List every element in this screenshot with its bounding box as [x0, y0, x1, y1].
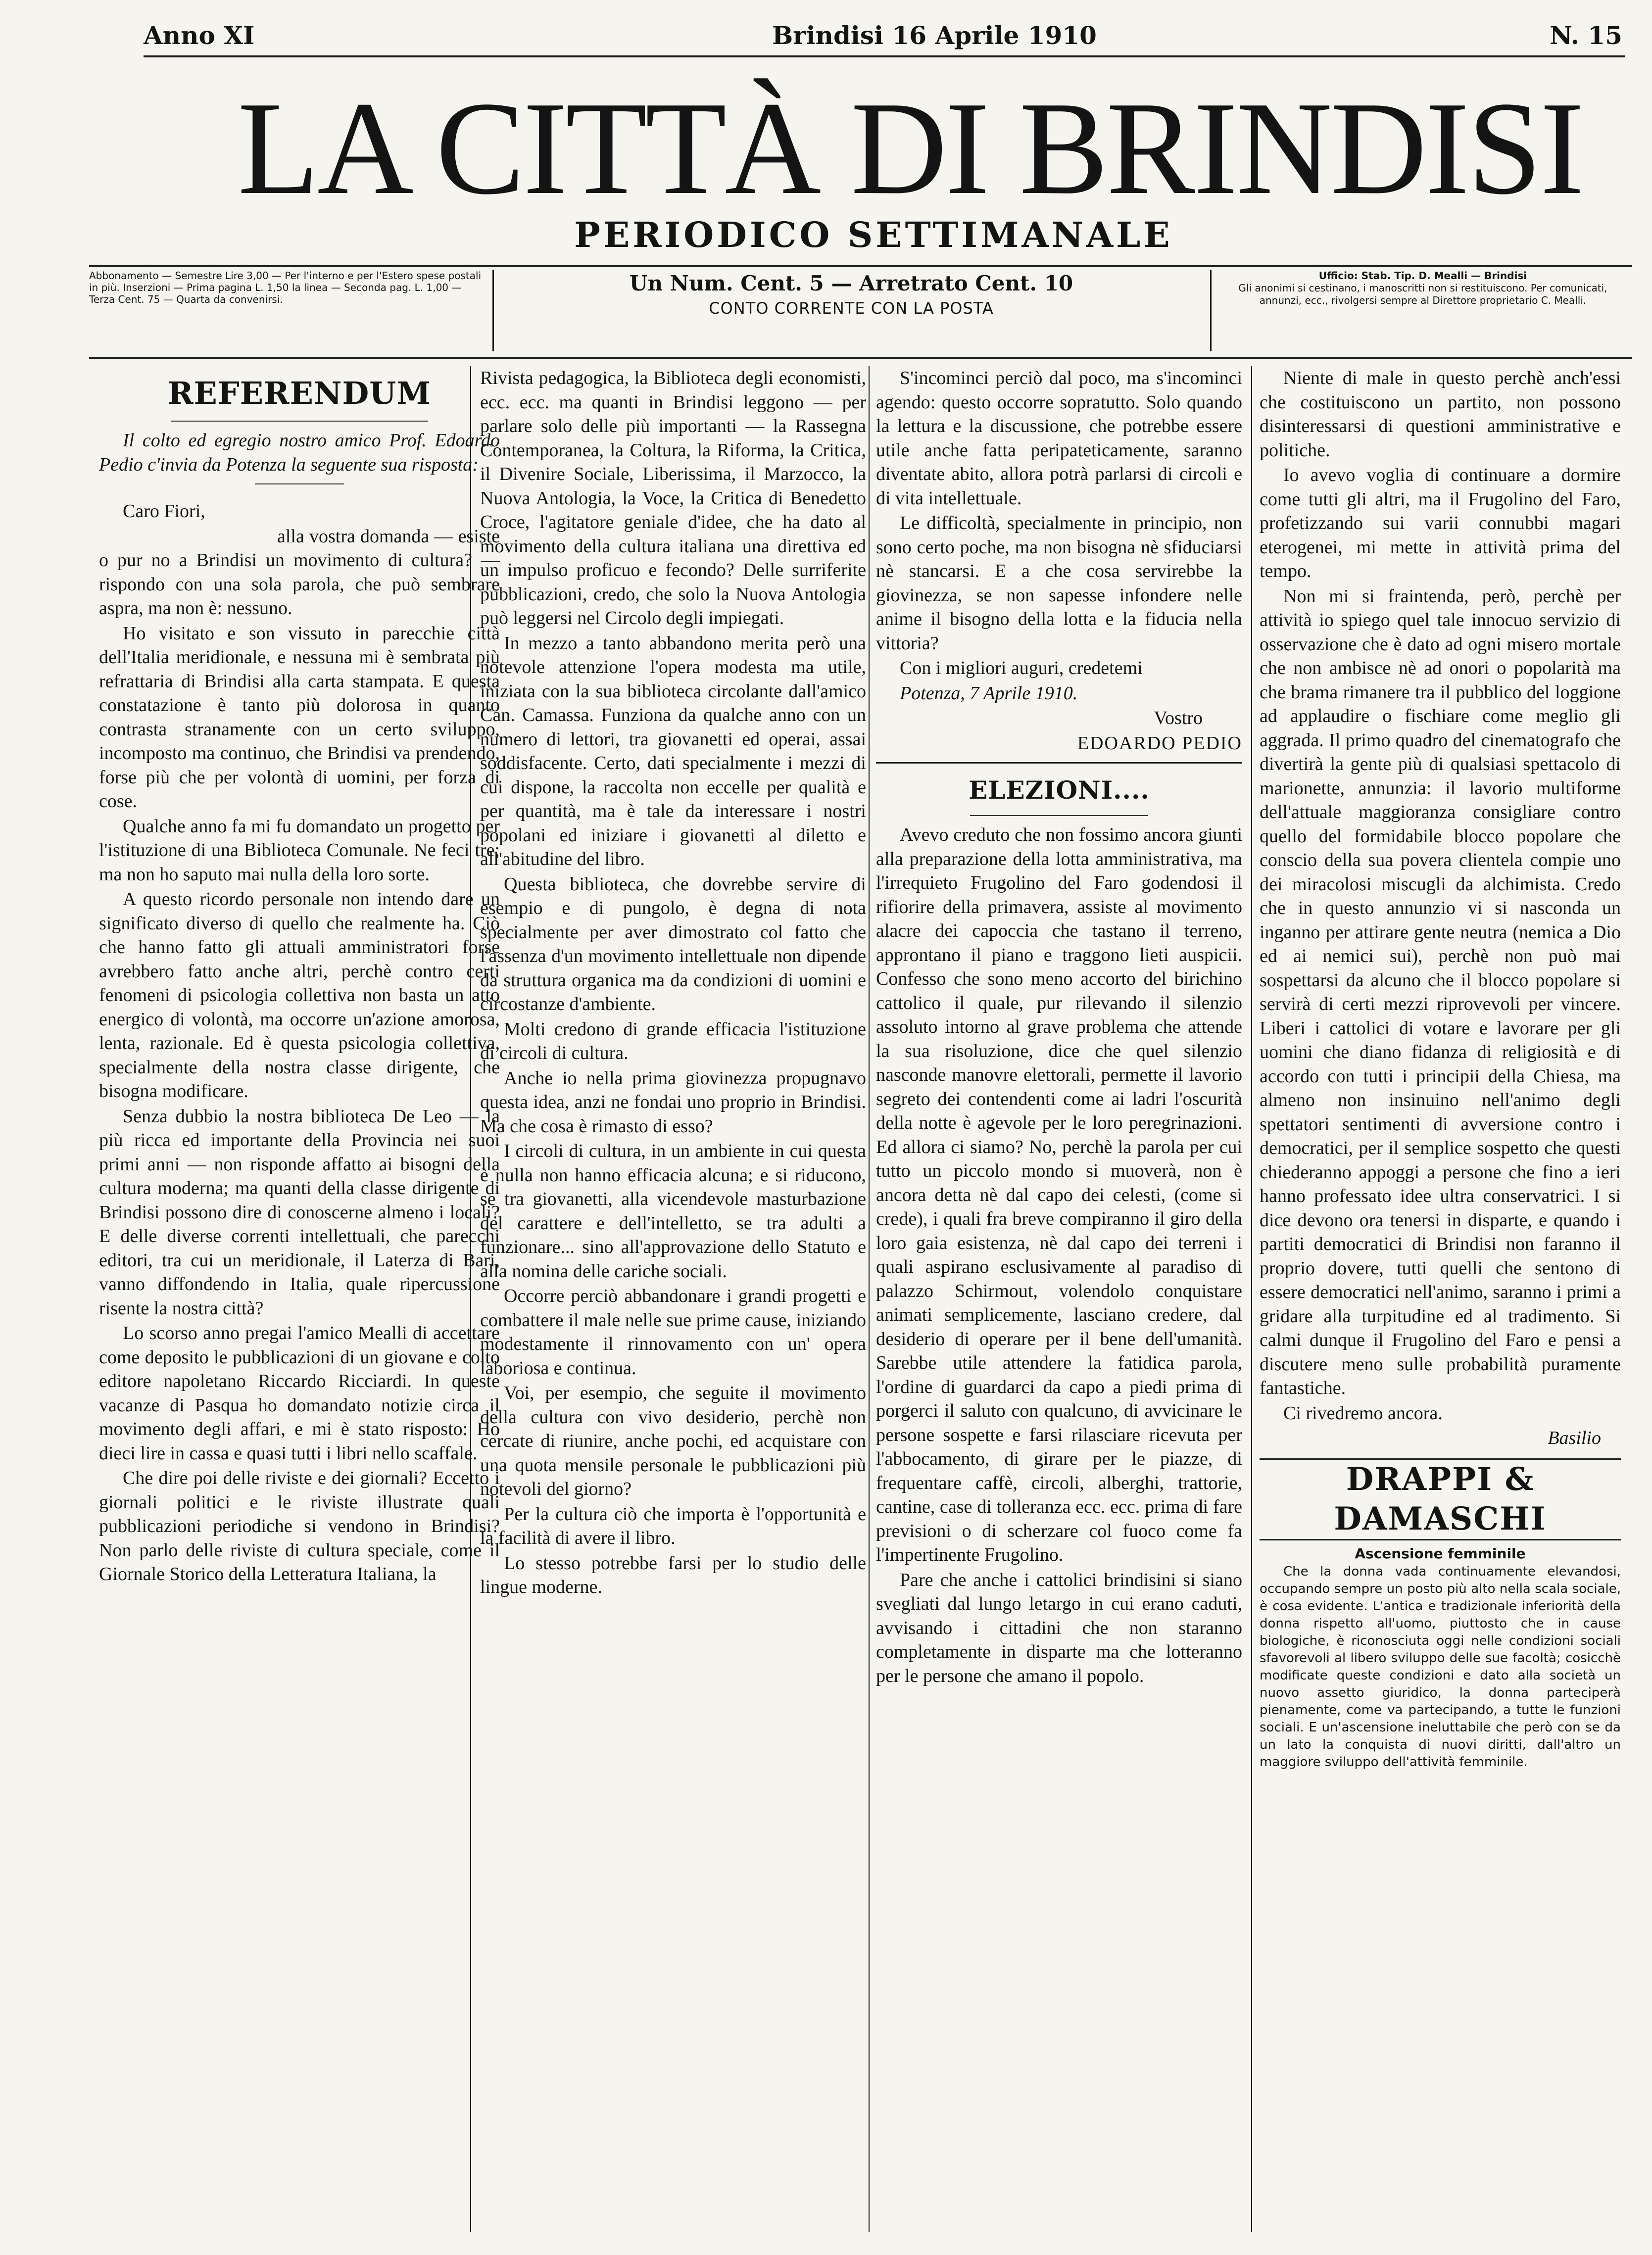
article-heading-elezioni: ELEZIONI.... — [969, 775, 1150, 805]
price-info — [500, 270, 1203, 356]
advertisement-subtitle: Ascensione femminile — [1355, 1545, 1526, 1562]
paragraph: Ci rivedremo ancora. — [1283, 1402, 1443, 1424]
paragraph: A questo ricordo personale non intendo dare un significato diverso di quello che realmente ha. Ciò che hanno fatto gli attuali amministratori forse avrebbero fatto anche altri, perchè contro certi fenomeni di psicologia collettiva non basta un atto energico di volontà, ma occorre un'azione amorosa, lenta, razionale. Ed è questa psicologia collettiva, specialmente della nostra classe dirigente, che bisogna modificare. — [99, 889, 500, 1102]
letter-signature: EDOARDO PEDIO — [1077, 732, 1242, 754]
paragraph: Non mi si fraintenda, però, perchè per attività io spiego quel tale innocuo servizio di osservazione che è dato ad ogni misero mortale che non ambisce nè ad onori o popolarità ma che brama rimanere tra il pubblico del loggione ad applaudire o fischiare come meglio gli aggrada. Il primo quadro del cinematografo che divertirà la gente più di qualsiasi spettacolo di marionette, annunzia: il lavorio multiforme dell'attuale maggioranza consigliare contro quello del formidabile blocco popolare che conscio della sua povera clientela compie uno dei miracolosi miscugli da alchimista. Credo che in questo annunzio vi si nasconda un inganno per attirare gente neutra (nemica a Dio ed ai nemici sui), perchè non può mai sospettarsi da alcuno che il blocco popolare si servirà di certi mezzi riprovevoli per vincere. Liberi i cattolici di votare e lavorare per gli uomini che diano fidanza di religiosità e di accordo con tutti i principii della Chiesa, ma almeno non insinuino nell'animo degli spettatori sentimenti di avversione contro i democratici, per il semplice sospetto che questi chiederanno appoggi a persone che fino a ieri hanno professato idee ultra conservatrici. I si dice devono ora tenersi in disparte, e quando i partiti democratici di Brindisi non faranno il proprio dovere, tutti quelli che sentono di essere democratici nell'animo, saranno i primi a gridare alla turpitudine ed al tradimento. Si calmi dunque il Frugolino del Faro e pensi a discutere meno sulle probabilità puramente fantastiche. — [1260, 585, 1621, 1398]
paragraph: Le difficoltà, specialmente in principio, non sono certo poche, ma non bisogna nè sfiduciarsi nè stancarsi. E a che cosa servirebbe la giovinezza, se non sapesse infondere nelle anime il bisogno della lotta e la fiducia nella vittoria? — [876, 513, 1242, 654]
advertisement-title: DRAPPI & DAMASCHI — [1260, 1458, 1621, 1540]
paragraph: Pare che anche i cattolici brindisini si siano svegliati dal lungo letargo in cui erano caduti, avvisando i cittadini che non staranno completamente in disparte ma che lotteranno per le persone che amano il popolo. — [876, 1569, 1242, 1686]
paragraph: Che dire poi delle riviste e dei giornali? Eccetto i giornali politici e le riviste illustrate quali pubblicazioni periodiche si vendono in Brindisi? Non parlo delle riviste di cultura speciale, come il Giornale Storico della Letteratura Italiana, la — [99, 1468, 500, 1584]
paragraph: Per la cultura ciò che importa è l'opportunità e la facilità di avere il libro. — [480, 1503, 866, 1548]
letter-salutation: Caro Fiori, — [123, 501, 205, 522]
info-divider-2 — [1210, 270, 1212, 351]
issue-number: N. 15 — [1550, 21, 1622, 50]
column-3 — [876, 366, 1242, 2237]
column-1 — [99, 366, 500, 2237]
paragraph: Avevo creduto che non fossimo ancora giunti alla preparazione della lotta amministrativa, ma l'irrequieto Frugolino del Faro godendosi il rifiorire della primavera, assiste al movimento alacre dei capoccia che tastano il terreno, approntano il piano e traggono lieti auspicii. Confesso che sono meno accorto del birichino cattolico il quale, pur rilevando il silenzio assoluto intorno al grave problema che attende la sua risoluzione, dice che quel silenzio nasconde manovre elettorali, permette il lavorio segreto dei contendenti come ai ladri l'oscurità della notte è agevole per le loro peregrinazioni. Ed allora ci siamo? No, perchè la parola per cui tutto un piccolo mondo si muoverà, non è ancora detta nè dal capo dei celesti, (come si crede), i quali fra breve compiranno il giro della loro gaia esistenza, nè dal capo dei terreni i quali aspirano esclusivamente al paradiso di palazzo Schirmout, volendolo conquistare animati semplicemente, lasciano credere, dal desiderio di operare per il bene dell'umanità. Sarebbe utile attendere la fatidica parola, l'ordine di guardarci da capo a piedi prima di porgerci il saluto con qualcuno, di avvicinare le persone sospette e farsi rilasciare ricevuta per l'abbocamento, di girare per le piazze, di frequentare caffè, circoli, alberghi, trattorie, cantine, case di tolleranza ecc. ecc. prima di fare previsioni o di scherzare col fuoco come fa l'impertinente Frugolino. — [876, 824, 1242, 1565]
paragraph: Con i migliori auguri, credetemi — [900, 658, 1143, 678]
issue-date: Brindisi 16 Aprile 1910 — [772, 21, 1097, 50]
heading-underline — [171, 421, 428, 422]
paragraph: Niente di male in questo perchè anch'essi che costituiscono un partito, non possono disinteressarsi di questioni amministrative e politiche. — [1260, 368, 1621, 461]
paragraph: Questa biblioteca, che dovrebbe servire di esempio e di pungolo, è degna di nota specialmente per aver dimostrato col fatto che l'assenza d'un movimento intellettuale non dipende da struttura organica ma da condizioni di uomini e circostanze d'ambiente. — [480, 873, 866, 1014]
column-rule-3 — [1251, 366, 1252, 2232]
advertisement-text: Che la donna vada continuamente elevandosi, occupando sempre un posto più alto nella scala sociale, è cosa evidente. L'antica e tradizionale inferiorità della donna rispetto all'uomo, piuttosto che in cause biologiche, è riconosciuta oggi nelle condizioni sociali sfavorevoli al libero sviluppo delle sue facoltà; cosicchè modificate queste condizioni e dato alla società un nuovo assetto giuridico, la donna parteciperà pienamente, come va partecipando, a tutte le funzioni sociali. E un'ascensione ineluttabile che però con se da un lato la conquista di nuovi diritti, dall'altro un maggiore sviluppo dell'attività femminile. — [1260, 1564, 1621, 1770]
paragraph: Senza dubbio la nostra biblioteca De Leo — la più ricca ed importante della Provincia nei suoi primi anni — non risponde affatto ai bisogni della cultura moderna; ma quanti della classe dirigente di Brindisi possono dire di conoscerne almeno i locali? E delle diverse correnti intellettuali, che parecchi editori, tra cui un meridionale, il Laterza di Bari, vanno diffondendo in Italia, quale ripercussione risente la nostra città? — [99, 1105, 500, 1319]
article-heading-referendum: REFERENDUM — [168, 375, 431, 411]
paragraph: In mezzo a tanto abbandono merita però una notevole attenzione l'opera modesta ma utile, iniziata con la sua biblioteca circolante dall'amico Can. Camassa. Funziona da qualche anno con un numero di lettori, tra giovanetti ed operai, assai soddisfacente. Certo, dati specialmente i mezzi di cui dispone, la raccolta non eccelle per qualità e per quantità, ma è tale da interessare i nostri popolani ed iniziare i giovanetti al diletto e all'abitudine del libro. — [480, 632, 866, 869]
office-address: Ufficio: Stab. Tip. D. Mealli — Brindisi — [1318, 270, 1527, 282]
paragraph: Lo scorso anno pregai l'amico Mealli di accettare come deposito le pubblicazioni di un giovane e colto editore napoletano Riccardo Ricciardi. In queste vacanze di Pasqua ho domandato notizie circa il movimento degli affari, e mi è stato risposto: Ho dieci lire in cassa e quasi tutti i libri nello scaffale. — [99, 1323, 500, 1464]
top-line — [144, 15, 1622, 54]
paragraph: Rivista pedagogica, la Biblioteca degli economisti, ecc. ecc. ma quanti in Brindisi leggono — per parlare solo delle più importanti — la Rassegna Contemporanea, la Coltura, la Riforma, la Critica, il Divenire Sociale, Liberissima, il Marzocco, la Nuova Antologia, la Voce, la Critica di Benedetto Croce, l'agitatore geniale d'idee, che ha dato al movimento della cultura italiana una direttiva ed un impulso proficuo e fecondo? Delle surriferite pubblicazioni, credo, che solo la Nuova Antologia può leggersi nel Circolo degli impiegati. — [480, 368, 866, 628]
paragraph: I circoli di cultura, in un ambiente in cui questa è nulla non hanno efficacia alcuna; e si riducono, se tra giovanetti, alla vicendevole masturbazione del carattere e dell'intelletto, se tra adulti a funzionare... sino all'approvazione dello Statuto e alla nomina delle cariche sociali. — [480, 1141, 866, 1282]
article-separator — [876, 762, 1242, 764]
article-intro: Il colto ed egregio nostro amico Prof. Edoardo Pedio c'invia da Potenza la seguente sua risposta: — [99, 430, 500, 475]
subscription-info: Abbonamento — Semestre Lire 3,00 — Per l'interno e per l'Estero spese postali in più. Inserzioni — Prima pagina L. 1,50 la linea — Seconda pag. L. 1,00 — Terza Cent. 75 — Quarta da convenirsi. — [89, 270, 482, 305]
column-rule-2 — [869, 366, 870, 2232]
heading-underline — [970, 815, 1148, 816]
office-notes: Gli anonimi si cestinano, i manoscritti non si restituiscono. Per comunicati, annunzi, ecc., rivolgersi sempre al Direttore proprietario C. Mealli. — [1238, 282, 1607, 306]
top-rule — [144, 55, 1625, 57]
paragraph: Lo stesso potrebbe farsi per lo studio delle lingue moderne. — [480, 1552, 866, 1597]
office-info — [1217, 270, 1628, 356]
letter-place-date: Potenza, 7 Aprile 1910. — [900, 682, 1078, 704]
masthead-subtitle: PERIODICO SETTIMANALE — [574, 214, 1173, 255]
price-line: Un Num. Cent. 5 — Arretrato Cent. 10 — [629, 271, 1073, 295]
paragraph: S'incominci perciò dal poco, ma s'incominci agendo: questo occorre sopratutto. Solo quando la lettura e la discussione, che potrebbe essere utile anche fatta peripateticamente, saranno diventate abito, allora potrà parlarsi di circoli e di vita intellettuale. — [876, 368, 1242, 509]
paragraph: Ho visitato e son vissuto in parecchie città dell'Italia meridionale, e nessuna mi è sembrata più refrattaria di Brindisi alla carta stampata. E questa constatazione è tanto più dolorosa in quanto contrasta stranamente con un certo sviluppo, incomposto ma continuo, che Brindisi va prendendo, forse più che per volontà di uomini, per forza di cose. — [99, 623, 500, 812]
paragraph: Voi, per esempio, che seguite il movimento della cultura con vivo desiderio, perchè non cercate di riunire, anche pochi, ed acquistare con una quota mensile personale le pubblicazioni più notevoli del giorno? — [480, 1383, 866, 1499]
paragraph: alla vostra domanda — esiste o pur no a Brindisi un movimento di cultura? — rispondo con una sola parola, che può sembrare aspra, ma non è: nessuno. — [99, 526, 500, 619]
article-signature: Basilio — [1548, 1428, 1601, 1448]
masthead-rule — [89, 265, 1632, 267]
letter-closing: Vostro — [1154, 708, 1203, 728]
paragraph: Occorre perciò abbandonare i grandi progetti e combattere il male nelle sue prime cause, iniziando modestamente il rinnovamento con un' opera laboriosa e continua. — [480, 1286, 866, 1379]
issue-year: Anno XI — [144, 21, 255, 50]
postal-line: CONTO CORRENTE CON LA POSTA — [709, 299, 994, 318]
paragraph: Qualche anno fa mi fu domandato un progetto per l'istituzione di una Biblioteca Comunale. Ne feci tre; ma non ho saputo mai nulla della loro sorte. — [99, 816, 500, 885]
paragraph: Anche io nella prima giovinezza propugnavo questa idea, anzi ne fondai uno proprio in Brindisi. Ma che cosa è rimasto di esso? — [480, 1067, 866, 1137]
paragraph: Molti credono di grande efficacia l'istituzione di circoli di cultura. — [480, 1018, 866, 1063]
masthead-title: LA CITTÀ DI BRINDISI — [238, 74, 1583, 222]
column-4 — [1260, 366, 1621, 2237]
intro-separator — [255, 483, 344, 484]
info-divider-1 — [492, 270, 494, 351]
header-bottom-rule — [89, 357, 1632, 359]
paragraph: Io avevo voglia di continuare a dormire come tutti gli altri, ma il Frugolino del Faro, profetizzando sui varii connubbi magari eterogenei, mi mette in attività prima del tempo. — [1260, 465, 1621, 581]
column-2 — [480, 366, 866, 2237]
